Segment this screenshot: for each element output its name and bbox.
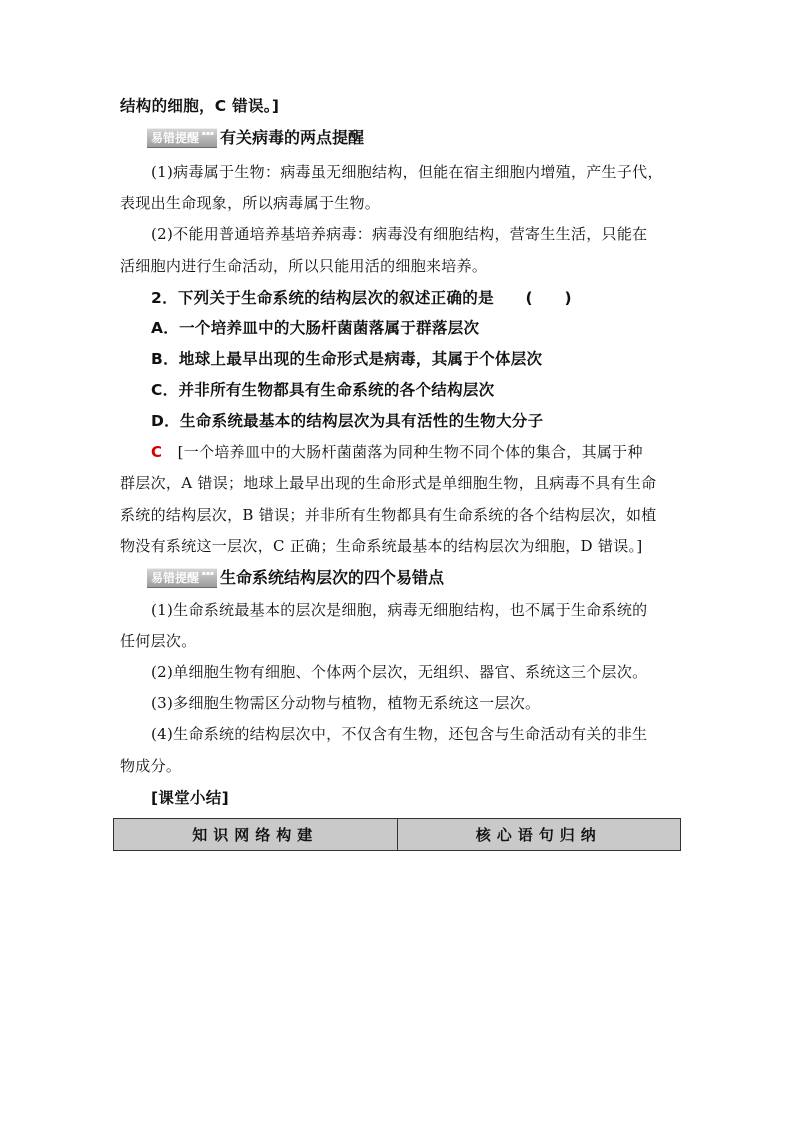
text-line: (2)单细胞生物有细胞、个体两个层次，无组织、器官、系统这三个层次。 [151, 663, 648, 681]
text-line: 物成分。 [120, 757, 182, 775]
text-line: 结构的细胞，C 错误。] [120, 97, 280, 115]
text-line: 表现出生命现象，所以病毒属于生物。 [120, 194, 381, 212]
option-b: B．地球上最早出现的生命形式是病毒，其属于个体层次 [151, 350, 543, 368]
option-d: D．生命系统最基本的结构层次为具有活性的生物大分子 [151, 412, 544, 430]
option-a: A．一个培养皿中的大肠杆菌菌落属于群落层次 [151, 319, 480, 337]
explanation-text: [一个培养皿中的大肠杆菌菌落为同种生物不同个体的集合，其属于种 [162, 443, 643, 461]
text-line: (1)生命系统最基本的层次是细胞，病毒无细胞结构，也不属于生命系统的 [151, 601, 648, 619]
tip-heading: 生命系统结构层次的四个易错点 [220, 568, 445, 587]
text-line: (1)病毒属于生物：病毒虽无细胞结构，但能在宿主细胞内增殖，产生子代， [151, 163, 663, 181]
option-c: C．并非所有生物都具有生命系统的各个结构层次 [151, 381, 495, 399]
table-header-knowledge: 知识网络构建 [114, 819, 398, 851]
summary-table [113, 818, 681, 851]
explanation-line: 系统的结构层次，B 错误；并非所有生物都具有生命系统的各个结构层次，如植 [120, 506, 657, 524]
table-header-row [114, 819, 681, 851]
tip-badge [147, 568, 217, 588]
tip-badge-decoration: ▪▪▪ [201, 570, 214, 577]
text-line: 任何层次。 [120, 632, 197, 650]
text-line: (3)多细胞生物需区分动物与植物，植物无系统这一层次。 [151, 694, 541, 712]
tip-heading: 有关病毒的两点提醒 [220, 128, 365, 147]
text-line: 活细胞内进行生命活动，所以只能用活的细胞来培养。 [120, 257, 488, 275]
tip-badge-decoration: ▪▪▪ [201, 130, 214, 137]
tip-badge-label: 易错提醒 [151, 131, 200, 145]
answer-letter: C [151, 443, 163, 461]
text-line: (2)不能用普通培养基培养病毒：病毒没有细胞结构，营寄生生活，只能在 [151, 225, 648, 243]
tip-badge-label: 易错提醒 [151, 571, 200, 585]
text-line: (4)生命系统的结构层次中，不仅含有生物，还包含与生命活动有关的非生 [151, 725, 648, 743]
question-stem: 2．下列关于生命系统的结构层次的叙述正确的是 ( ) [151, 289, 572, 307]
tip-badge [147, 128, 217, 148]
explanation-line: 物没有系统这一层次，C 正确；生命系统最基本的结构层次为细胞，D 错误。] [120, 537, 643, 555]
section-title: [课堂小结] [151, 789, 229, 807]
table-header-core-sentences: 核心语句归纳 [397, 819, 681, 851]
explanation-line: 群层次，A 错误；地球上最早出现的生命形式是单细胞生物，且病毒不具有生命 [120, 474, 657, 492]
explanation-line [151, 442, 682, 462]
